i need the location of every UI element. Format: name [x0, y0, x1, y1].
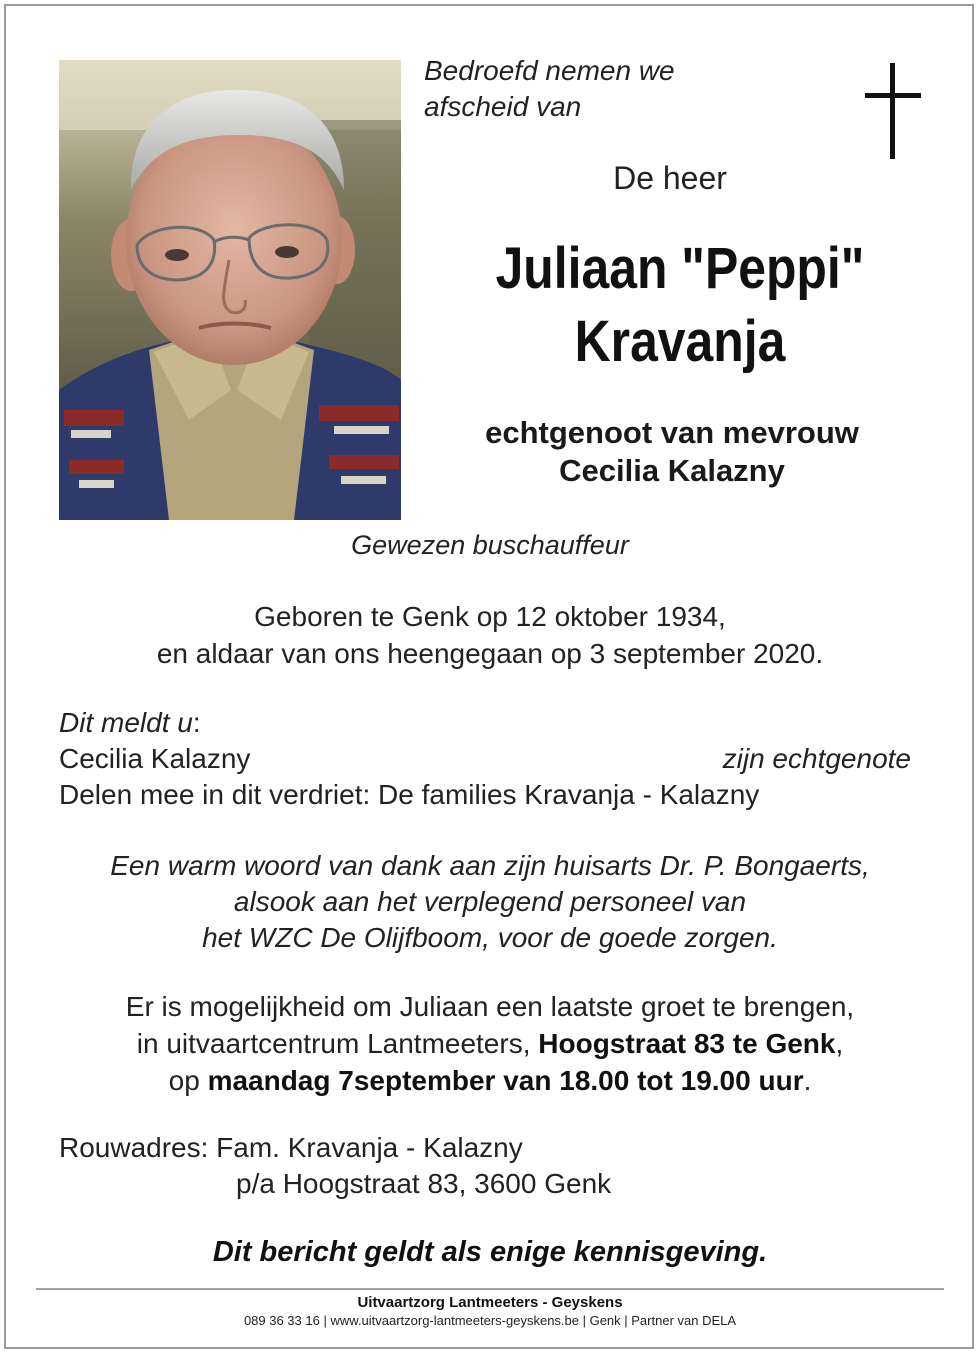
- visitation-block: [0, 988, 980, 1099]
- visit-line-2-pre: in uitvaartcentrum Lantmeeters,: [136, 1028, 539, 1059]
- name-line-2: Kravanja: [574, 309, 786, 374]
- spouse-line-2: Cecilia Kalazny: [559, 453, 785, 488]
- address-line-2: p/a Hoogstraat 83, 3600 Genk: [236, 1168, 612, 1199]
- cross-icon: [865, 63, 921, 159]
- intro-text: [424, 53, 675, 125]
- thanks-line-2: alsook aan het verplegend personeel van: [233, 886, 747, 917]
- footer-divider: [36, 1288, 944, 1290]
- portrait-photo: [59, 60, 401, 520]
- relative-row: [59, 741, 911, 777]
- visit-line-3-post: .: [803, 1065, 812, 1096]
- footer-company: Uitvaartzorg Lantmeeters - Geyskens: [357, 1294, 623, 1311]
- spouse-line-1: echtgenoot van mevrouw: [485, 415, 859, 450]
- visit-line-1: Er is mogelijkheid om Juliaan een laatste groet te brengen,: [125, 991, 855, 1022]
- visit-line-2: [0, 1025, 980, 1062]
- thanks-block: [0, 848, 980, 956]
- visit-line-2-post: ,: [835, 1028, 844, 1059]
- birth-line-2: en aldaar van ons heengegaan op 3 september 2020.: [156, 638, 824, 669]
- thanks-line-1: Een warm woord van dank aan zijn huisarts Dr. P. Bongaerts,: [110, 850, 870, 881]
- mourning-address: [59, 1130, 611, 1202]
- share-grief-line: Delen mee in dit verdriet: De families Kravanja - Kalazny: [59, 779, 760, 810]
- occupation: Gewezen buschauffeur: [351, 530, 629, 560]
- deceased-name: [439, 232, 921, 378]
- title-prefix: De heer: [613, 160, 727, 196]
- name-line-1: Juliaan "Peppi": [495, 236, 865, 301]
- footer-contact: 089 36 33 16 | www.uitvaartzorg-lantmeeters-geyskens.be | Genk | Partner van DELA: [243, 1313, 737, 1328]
- relative-role: zijn echtgenote: [722, 743, 911, 774]
- announce-lead-line: [59, 705, 911, 741]
- birth-line-1: Geboren te Genk op 12 oktober 1934,: [254, 601, 726, 632]
- announce-colon: :: [192, 707, 201, 738]
- visit-line-3: [0, 1062, 980, 1099]
- visit-location: Hoogstraat 83 te Genk: [538, 1028, 836, 1059]
- birth-death-info: [0, 598, 980, 672]
- thanks-line-3: het WZC De Olijfboom, voor de goede zorgen.: [202, 922, 778, 953]
- announce-lead: Dit meldt u: [59, 707, 193, 738]
- announcement-block: [59, 705, 911, 813]
- visit-datetime: maandag 7september van 18.00 tot 19.00 uur: [207, 1065, 804, 1096]
- intro-line-1: Bedroefd nemen we: [424, 55, 675, 86]
- visit-line-3-pre: op: [168, 1065, 208, 1096]
- official-notice: Dit bericht geldt als enige kennisgeving.: [212, 1236, 768, 1268]
- relative-name: Cecilia Kalazny: [59, 743, 251, 774]
- address-line-1: Rouwadres: Fam. Kravanja - Kalazny: [59, 1132, 523, 1163]
- spouse-info: [400, 414, 944, 490]
- intro-line-2: afscheid van: [424, 91, 582, 122]
